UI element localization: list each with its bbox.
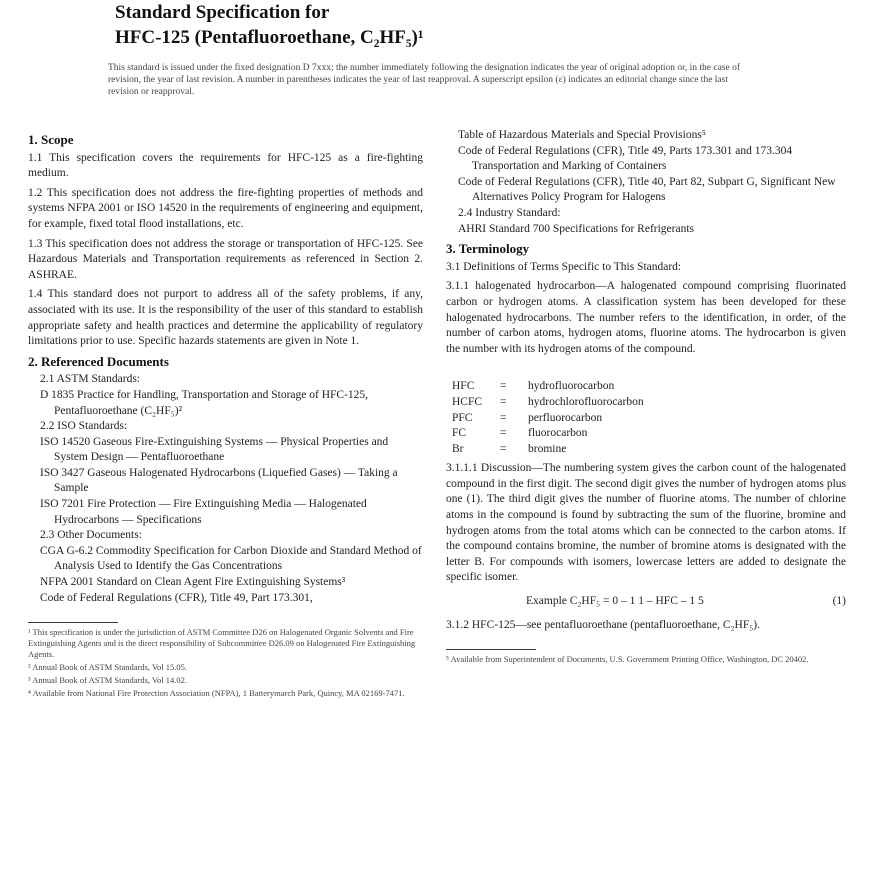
footnotes <box>28 627 423 699</box>
equation-number: (1) <box>832 595 846 608</box>
reference-group-heading: 2.4 Industry Standard: <box>458 206 561 219</box>
abbreviation-symbol: Br <box>452 442 464 455</box>
footnote: ¹ This specification is under the jurisdiction of ASTM Committee D26 on Halogenated Organic Solvents and Fire Extinguishing Agents and is the direct responsibility of Subcommittee D26.09 on Halogenated Fire Extinguishing Agents. <box>28 627 416 660</box>
equation <box>446 594 846 610</box>
reference-list-continued <box>446 128 846 237</box>
designation-note: This standard is issued under the fixed designation D 7xxx; the number immediately following the designation indicates the year of original adoption or, in the case of revision, the year of last revision. A number in parentheses indicates the year of last reapproval. A superscript epsilon (ε) indicates an editorial change since the last revision or reapproval. <box>108 63 741 97</box>
footnote: ³ Annual Book of ASTM Standards, Vol 14.02. <box>28 675 188 686</box>
abbreviation-row <box>446 426 846 442</box>
title-line-2: HFC-125 (Pentafluoroethane, C₂HF₅)¹ <box>115 27 424 48</box>
reference-item: Code of Federal Regulations (CFR), Title 49, Parts 173.301 and 173.304 Transportation and Marking of Containers <box>458 144 793 173</box>
equals-sign: = <box>500 395 507 408</box>
equals-sign: = <box>500 411 507 424</box>
reference-item: NFPA 2001 Standard on Clean Agent Fire Extinguishing Systems³ <box>40 576 346 589</box>
reference-group-heading: 2.3 Other Documents: <box>40 529 142 542</box>
reference-item: ISO 7201 Fire Protection — Fire Extinguishing Media — Halogenated Hydrocarbons — Specifications <box>40 498 367 526</box>
abbreviation-symbol: PFC <box>452 411 473 424</box>
paragraph: 3.1.2 HFC-125—see pentafluoroethane (pentafluoroethane, C₂HF₅). <box>446 618 760 631</box>
abbreviation-symbol: HCFC <box>452 395 483 408</box>
abbreviation-list <box>446 379 846 457</box>
equation-text: Example C₂HF₅ = 0 – 1 1 – HFC – 1 5 <box>526 595 704 608</box>
reference-item: AHRI Standard 700 Specifications for Refrigerants <box>458 222 695 235</box>
reference-list <box>28 372 423 606</box>
reference-item: Code of Federal Regulations (CFR), Title 40, Part 82, Subpart G, Significant New Alternatives Policy Program for Halogens <box>458 175 836 204</box>
footnote-divider <box>446 649 536 650</box>
reference-item: ISO 3427 Gaseous Halogenated Hydrocarbons (Liquefied Gases) — Taking a Sample <box>40 466 398 495</box>
right-column <box>446 128 846 667</box>
paragraph: 1.1 This specification covers the requirements for HFC-125 as a fire-fighting medium. <box>28 151 423 180</box>
abbreviation-meaning: bromine <box>528 442 567 455</box>
footnote-divider <box>28 622 118 623</box>
footnote: ⁴ Available from National Fire Protection Association (NFPA), 1 Batterymarch Park, Quincy, MA 02169-7471. <box>28 688 405 699</box>
abbreviation-meaning: fluorocarbon <box>528 427 588 440</box>
abbreviation-row <box>446 411 846 427</box>
equals-sign: = <box>500 442 507 455</box>
abbreviation-meaning: hydrochlorofluorocarbon <box>528 395 644 408</box>
abbreviation-symbol: HFC <box>452 380 475 393</box>
footnote: ² Annual Book of ASTM Standards, Vol 15.05. <box>28 662 188 673</box>
abbreviation-meaning: perfluorocarbon <box>528 411 603 424</box>
abbreviation-meaning: hydrofluorocarbon <box>528 380 615 393</box>
paragraph: 1.4 This standard does not purport to address all of the safety problems, if any, associated with its use. It is the responsibility of the user of this standard to establish appropriate safety and health practices and determine the applicability of regulatory limitations prior to use. Specific hazards statements are given in Note 1. <box>28 288 423 348</box>
section-heading-scope: 1. Scope <box>28 132 74 147</box>
section-heading-terminology: 3. Terminology <box>446 241 530 257</box>
paragraph: 3.1.1 halogenated hydrocarbon—A halogenated compound comprising fluorinated carbon or hydrogen atoms. A classification system has been developed for these halogenated hydrocarbons. The number refers to the identification, in order, of the number of carbon atoms, hydrogen atoms, fluorine atoms. The hydrocarbon is given the number with its hydrogen atoms of the compound. <box>446 280 846 355</box>
reference-group-heading: 2.2 ISO Standards: <box>40 420 128 433</box>
paragraph: 3.1.1.1 Discussion—The numbering system gives the carbon count of the halogenated compound in the first digit. The second digit gives the number of hydrogen atoms plus one (1). The third digit gives the number of fluorine atoms. The number of chlorine atoms in the compound is found by subtracting the sum of the fluorine, bromine and hydrogen atoms from the total atoms which can be connected to the carbon atoms. If the compound contains bromine, the number of bromine atoms is designated with the letter B. For compounds with isomers, lowercase letters are added to designate the specific isomer. <box>446 462 846 584</box>
abbreviation-row <box>446 395 846 411</box>
reference-group-heading: 2.1 ASTM Standards: <box>40 373 140 386</box>
abbreviation-row <box>446 442 846 458</box>
paragraph: 3.1 Definitions of Terms Specific to This Standard: <box>446 260 682 273</box>
footnote: ⁵ Available from Superintendent of Documents, U.S. Government Printing Office, Washington, DC 20402. <box>446 654 809 665</box>
reference-item: CGA G-6.2 Commodity Specification for Carbon Dioxide and Standard Method of Analysis Used to Identify the Gas Concentrations <box>40 544 422 573</box>
section-heading-referenced-documents: 2. Referenced Documents <box>28 353 169 369</box>
reference-item: Table of Hazardous Materials and Special Provisions⁵ <box>458 129 706 141</box>
reference-item: Code of Federal Regulations (CFR), Title 49, Part 173.301, <box>40 591 313 604</box>
left-column <box>28 128 423 701</box>
abbreviation-symbol: FC <box>452 427 467 440</box>
equals-sign: = <box>500 380 507 393</box>
paragraph: 1.3 This specification does not address the storage or transportation of HFC-125. See Hazardous Materials and Transportation requirements as referenced in Section 2. ASHRAE. <box>28 237 423 281</box>
reference-item: D 1835 Practice for Handling, Transportation and Storage of HFC-125, Pentafluoroethane (C₂HF₅)² <box>40 388 369 417</box>
abbreviation-row <box>446 379 846 395</box>
paragraph: 1.2 This specification does not address the fire-fighting properties of methods and systems NFPA 2001 or ISO 14520 in the requirements of engineering and equipment, for example, fixed total flood installations, etc. <box>28 186 423 230</box>
equals-sign: = <box>500 427 507 440</box>
document-title <box>115 0 424 50</box>
title-line-1: Standard Specification for <box>115 2 330 23</box>
reference-item: ISO 14520 Gaseous Fire-Extinguishing Systems — Physical Properties and System Design — Pentafluoroethane <box>40 435 389 464</box>
